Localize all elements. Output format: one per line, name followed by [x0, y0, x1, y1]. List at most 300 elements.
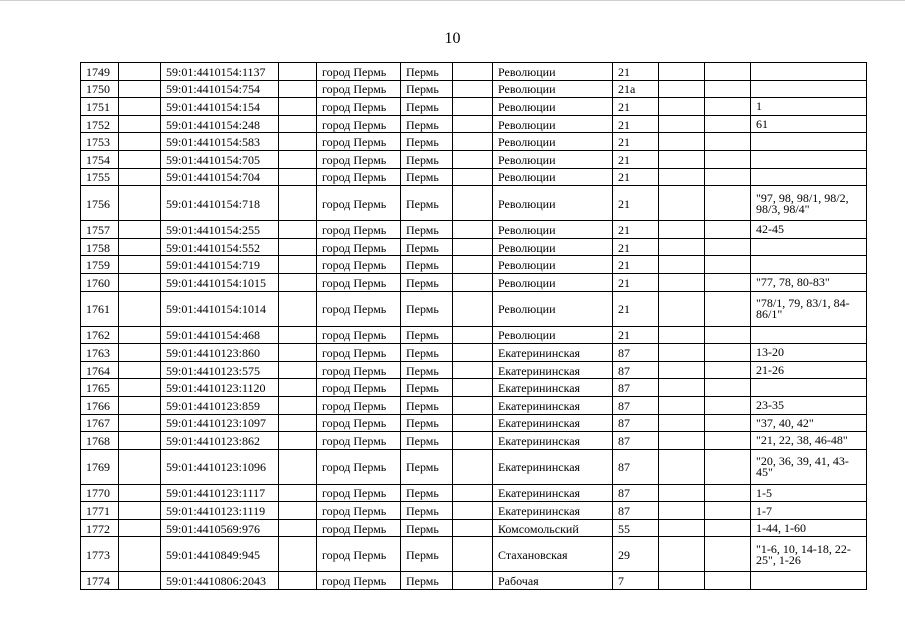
table-row	[81, 256, 867, 274]
apartment-numbers-cell: 21-26	[751, 361, 867, 379]
locality-cell: Пермь	[401, 361, 453, 379]
empty-cell	[705, 379, 751, 397]
empty-cell	[279, 221, 317, 239]
empty-cell	[705, 98, 751, 116]
house-number-cell: 87	[613, 344, 659, 362]
street-cell: Революции	[493, 133, 613, 151]
apartment-numbers-cell: "77, 78, 80-83"	[751, 273, 867, 291]
empty-cell	[659, 519, 705, 537]
street-cell: Революции	[493, 98, 613, 116]
cadastral-number-cell: 59:01:4410154:1014	[161, 291, 279, 326]
empty-cell	[705, 361, 751, 379]
empty-cell	[119, 115, 161, 133]
house-number-cell: 21	[613, 168, 659, 186]
empty-cell	[279, 291, 317, 326]
empty-cell	[279, 150, 317, 168]
empty-cell	[453, 273, 493, 291]
empty-cell	[453, 115, 493, 133]
city-cell: город Пермь	[317, 98, 401, 116]
empty-cell	[659, 396, 705, 414]
empty-cell	[279, 361, 317, 379]
row-number-cell: 1767	[81, 414, 119, 432]
locality-cell: Пермь	[401, 98, 453, 116]
city-cell: город Пермь	[317, 186, 401, 221]
locality-cell: Пермь	[401, 432, 453, 450]
street-cell: Революции	[493, 80, 613, 98]
row-number-cell: 1769	[81, 449, 119, 484]
city-cell: город Пермь	[317, 449, 401, 484]
table-row	[81, 502, 867, 520]
row-number-cell: 1758	[81, 238, 119, 256]
empty-cell	[279, 238, 317, 256]
locality-cell: Пермь	[401, 502, 453, 520]
house-number-cell: 21	[613, 115, 659, 133]
row-number-cell: 1768	[81, 432, 119, 450]
locality-cell: Пермь	[401, 256, 453, 274]
table-row	[81, 537, 867, 572]
cadastral-number-cell: 59:01:4410123:860	[161, 344, 279, 362]
apartment-numbers-cell	[751, 168, 867, 186]
street-cell: Екатерининская	[493, 502, 613, 520]
row-number-cell: 1755	[81, 168, 119, 186]
locality-cell: Пермь	[401, 326, 453, 344]
row-number-cell: 1762	[81, 326, 119, 344]
empty-cell	[705, 396, 751, 414]
empty-cell	[659, 256, 705, 274]
house-number-cell: 21	[613, 150, 659, 168]
empty-cell	[705, 256, 751, 274]
empty-cell	[279, 502, 317, 520]
table-row	[81, 273, 867, 291]
empty-cell	[119, 221, 161, 239]
apartment-numbers-cell: 42-45	[751, 221, 867, 239]
empty-cell	[659, 432, 705, 450]
city-cell: город Пермь	[317, 484, 401, 502]
empty-cell	[453, 537, 493, 572]
empty-cell	[453, 484, 493, 502]
empty-cell	[119, 572, 161, 590]
empty-cell	[453, 133, 493, 151]
city-cell: город Пермь	[317, 326, 401, 344]
cadastral-number-cell: 59:01:4410154:154	[161, 98, 279, 116]
city-cell: город Пермь	[317, 572, 401, 590]
table-row	[81, 344, 867, 362]
locality-cell: Пермь	[401, 133, 453, 151]
apartment-numbers-cell: "1-6, 10, 14-18, 22-25", 1-26	[751, 537, 867, 572]
locality-cell: Пермь	[401, 537, 453, 572]
locality-cell: Пермь	[401, 396, 453, 414]
empty-cell	[659, 572, 705, 590]
empty-cell	[705, 537, 751, 572]
city-cell: город Пермь	[317, 256, 401, 274]
street-cell: Революции	[493, 221, 613, 239]
empty-cell	[119, 133, 161, 151]
city-cell: город Пермь	[317, 150, 401, 168]
table-row	[81, 379, 867, 397]
table-row	[81, 238, 867, 256]
empty-cell	[119, 432, 161, 450]
house-number-cell: 87	[613, 484, 659, 502]
row-number-cell: 1749	[81, 63, 119, 81]
empty-cell	[705, 168, 751, 186]
empty-cell	[279, 572, 317, 590]
cadastral-number-cell: 59:01:4410123:1120	[161, 379, 279, 397]
empty-cell	[279, 396, 317, 414]
empty-cell	[659, 98, 705, 116]
locality-cell: Пермь	[401, 344, 453, 362]
table-row	[81, 572, 867, 590]
table-row	[81, 168, 867, 186]
empty-cell	[659, 80, 705, 98]
house-number-cell: 21	[613, 238, 659, 256]
street-cell: Революции	[493, 256, 613, 274]
city-cell: город Пермь	[317, 291, 401, 326]
table-row	[81, 150, 867, 168]
empty-cell	[705, 326, 751, 344]
house-number-cell: 21	[613, 256, 659, 274]
empty-cell	[279, 80, 317, 98]
empty-cell	[119, 186, 161, 221]
city-cell: город Пермь	[317, 537, 401, 572]
row-number-cell: 1766	[81, 396, 119, 414]
empty-cell	[119, 414, 161, 432]
cadastral-number-cell: 59:01:4410123:1096	[161, 449, 279, 484]
locality-cell: Пермь	[401, 291, 453, 326]
apartment-numbers-cell: "78/1, 79, 83/1, 84-86/1"	[751, 291, 867, 326]
empty-cell	[453, 150, 493, 168]
city-cell: город Пермь	[317, 502, 401, 520]
house-number-cell: 55	[613, 519, 659, 537]
city-cell: город Пермь	[317, 432, 401, 450]
house-number-cell: 21	[613, 291, 659, 326]
empty-cell	[659, 537, 705, 572]
cadastral-number-cell: 59:01:4410123:575	[161, 361, 279, 379]
empty-cell	[705, 221, 751, 239]
city-cell: город Пермь	[317, 519, 401, 537]
table-row	[81, 519, 867, 537]
empty-cell	[119, 344, 161, 362]
cadastral-number-cell: 59:01:4410154:719	[161, 256, 279, 274]
street-cell: Революции	[493, 150, 613, 168]
empty-cell	[453, 168, 493, 186]
street-cell: Революции	[493, 291, 613, 326]
empty-cell	[119, 150, 161, 168]
cadastral-number-cell: 59:01:4410154:704	[161, 168, 279, 186]
apartment-numbers-cell: 1-7	[751, 502, 867, 520]
house-number-cell: 87	[613, 502, 659, 520]
city-cell: город Пермь	[317, 344, 401, 362]
street-cell: Екатерининская	[493, 396, 613, 414]
empty-cell	[119, 326, 161, 344]
cadastral-number-cell: 59:01:4410569:976	[161, 519, 279, 537]
table-row	[81, 291, 867, 326]
empty-cell	[453, 326, 493, 344]
apartment-numbers-cell: "21, 22, 38, 46-48"	[751, 432, 867, 450]
cadastral-number-cell: 59:01:4410849:945	[161, 537, 279, 572]
empty-cell	[659, 502, 705, 520]
row-number-cell: 1770	[81, 484, 119, 502]
city-cell: город Пермь	[317, 168, 401, 186]
table-row	[81, 186, 867, 221]
cadastral-number-cell: 59:01:4410123:1097	[161, 414, 279, 432]
cadastral-number-cell: 59:01:4410806:2043	[161, 572, 279, 590]
row-number-cell: 1756	[81, 186, 119, 221]
street-cell: Революции	[493, 238, 613, 256]
empty-cell	[119, 98, 161, 116]
cadastral-number-cell: 59:01:4410154:248	[161, 115, 279, 133]
row-number-cell: 1752	[81, 115, 119, 133]
empty-cell	[659, 63, 705, 81]
empty-cell	[279, 484, 317, 502]
street-cell: Революции	[493, 273, 613, 291]
house-number-cell: 87	[613, 379, 659, 397]
locality-cell: Пермь	[401, 63, 453, 81]
street-cell: Стахановская	[493, 537, 613, 572]
empty-cell	[279, 519, 317, 537]
empty-cell	[453, 379, 493, 397]
row-number-cell: 1757	[81, 221, 119, 239]
house-number-cell: 7	[613, 572, 659, 590]
empty-cell	[279, 449, 317, 484]
empty-cell	[659, 414, 705, 432]
empty-cell	[659, 168, 705, 186]
row-number-cell: 1771	[81, 502, 119, 520]
city-cell: город Пермь	[317, 396, 401, 414]
empty-cell	[453, 396, 493, 414]
empty-cell	[279, 256, 317, 274]
empty-cell	[453, 414, 493, 432]
street-cell: Екатерининская	[493, 484, 613, 502]
cadastral-number-cell: 59:01:4410123:1119	[161, 502, 279, 520]
empty-cell	[279, 186, 317, 221]
apartment-numbers-cell	[751, 238, 867, 256]
empty-cell	[119, 502, 161, 520]
city-cell: город Пермь	[317, 221, 401, 239]
empty-cell	[119, 449, 161, 484]
cadastral-number-cell: 59:01:4410154:255	[161, 221, 279, 239]
city-cell: город Пермь	[317, 414, 401, 432]
apartment-numbers-cell: 23-35	[751, 396, 867, 414]
empty-cell	[705, 291, 751, 326]
cadastral-number-cell: 59:01:4410123:1117	[161, 484, 279, 502]
house-number-cell: 21	[613, 98, 659, 116]
empty-cell	[279, 63, 317, 81]
empty-cell	[705, 238, 751, 256]
apartment-numbers-cell: "37, 40, 42"	[751, 414, 867, 432]
apartment-numbers-cell	[751, 326, 867, 344]
street-cell: Екатерининская	[493, 379, 613, 397]
empty-cell	[659, 344, 705, 362]
empty-cell	[659, 150, 705, 168]
scan-top-edge	[0, 0, 905, 3]
registry-table	[80, 62, 867, 590]
locality-cell: Пермь	[401, 414, 453, 432]
empty-cell	[659, 221, 705, 239]
locality-cell: Пермь	[401, 115, 453, 133]
street-cell: Екатерининская	[493, 449, 613, 484]
empty-cell	[659, 115, 705, 133]
apartment-numbers-cell	[751, 80, 867, 98]
locality-cell: Пермь	[401, 484, 453, 502]
empty-cell	[119, 361, 161, 379]
city-cell: город Пермь	[317, 133, 401, 151]
street-cell: Революции	[493, 186, 613, 221]
row-number-cell: 1750	[81, 80, 119, 98]
empty-cell	[659, 291, 705, 326]
table-row	[81, 80, 867, 98]
locality-cell: Пермь	[401, 168, 453, 186]
cadastral-number-cell: 59:01:4410154:468	[161, 326, 279, 344]
empty-cell	[659, 449, 705, 484]
empty-cell	[453, 80, 493, 98]
row-number-cell: 1761	[81, 291, 119, 326]
empty-cell	[453, 98, 493, 116]
row-number-cell: 1760	[81, 273, 119, 291]
empty-cell	[659, 186, 705, 221]
empty-cell	[705, 502, 751, 520]
empty-cell	[453, 361, 493, 379]
empty-cell	[705, 432, 751, 450]
street-cell: Екатерининская	[493, 414, 613, 432]
table-row	[81, 449, 867, 484]
locality-cell: Пермь	[401, 273, 453, 291]
house-number-cell: 87	[613, 396, 659, 414]
cadastral-number-cell: 59:01:4410123:862	[161, 432, 279, 450]
apartment-numbers-cell: "20, 36, 39, 41, 43-45"	[751, 449, 867, 484]
city-cell: город Пермь	[317, 361, 401, 379]
empty-cell	[659, 273, 705, 291]
street-cell: Комсомольский	[493, 519, 613, 537]
empty-cell	[453, 344, 493, 362]
empty-cell	[705, 186, 751, 221]
empty-cell	[279, 537, 317, 572]
locality-cell: Пермь	[401, 449, 453, 484]
locality-cell: Пермь	[401, 238, 453, 256]
house-number-cell: 21	[613, 221, 659, 239]
empty-cell	[279, 326, 317, 344]
empty-cell	[119, 484, 161, 502]
locality-cell: Пермь	[401, 519, 453, 537]
locality-cell: Пермь	[401, 221, 453, 239]
table-row	[81, 221, 867, 239]
empty-cell	[119, 291, 161, 326]
apartment-numbers-cell: "97, 98, 98/1, 98/2, 98/3, 98/4"	[751, 186, 867, 221]
empty-cell	[705, 344, 751, 362]
empty-cell	[705, 80, 751, 98]
empty-cell	[659, 379, 705, 397]
street-cell: Революции	[493, 115, 613, 133]
table-row	[81, 361, 867, 379]
city-cell: город Пермь	[317, 63, 401, 81]
street-cell: Екатерининская	[493, 344, 613, 362]
locality-cell: Пермь	[401, 80, 453, 98]
empty-cell	[279, 115, 317, 133]
city-cell: город Пермь	[317, 379, 401, 397]
row-number-cell: 1774	[81, 572, 119, 590]
empty-cell	[453, 63, 493, 81]
apartment-numbers-cell: 61	[751, 115, 867, 133]
page-number: 10	[444, 30, 461, 47]
apartment-numbers-cell: 13-20	[751, 344, 867, 362]
apartment-numbers-cell	[751, 63, 867, 81]
apartment-numbers-cell: 1-44, 1-60	[751, 519, 867, 537]
empty-cell	[453, 221, 493, 239]
row-number-cell: 1763	[81, 344, 119, 362]
empty-cell	[119, 80, 161, 98]
empty-cell	[705, 572, 751, 590]
table-row	[81, 432, 867, 450]
empty-cell	[659, 361, 705, 379]
empty-cell	[119, 256, 161, 274]
table-row	[81, 98, 867, 116]
empty-cell	[453, 186, 493, 221]
row-number-cell: 1753	[81, 133, 119, 151]
empty-cell	[279, 98, 317, 116]
house-number-cell: 21	[613, 63, 659, 81]
house-number-cell: 87	[613, 361, 659, 379]
empty-cell	[705, 133, 751, 151]
empty-cell	[453, 502, 493, 520]
empty-cell	[453, 449, 493, 484]
cadastral-number-cell: 59:01:4410154:718	[161, 186, 279, 221]
city-cell: город Пермь	[317, 238, 401, 256]
table-row	[81, 133, 867, 151]
row-number-cell: 1773	[81, 537, 119, 572]
empty-cell	[279, 379, 317, 397]
street-cell: Революции	[493, 326, 613, 344]
empty-cell	[279, 344, 317, 362]
row-number-cell: 1772	[81, 519, 119, 537]
table-row	[81, 414, 867, 432]
empty-cell	[453, 256, 493, 274]
apartment-numbers-cell	[751, 572, 867, 590]
city-cell: город Пермь	[317, 115, 401, 133]
empty-cell	[119, 63, 161, 81]
empty-cell	[279, 133, 317, 151]
table-row	[81, 326, 867, 344]
empty-cell	[705, 484, 751, 502]
cadastral-number-cell: 59:01:4410154:1015	[161, 273, 279, 291]
apartment-numbers-cell	[751, 150, 867, 168]
empty-cell	[705, 150, 751, 168]
empty-cell	[705, 414, 751, 432]
house-number-cell: 21	[613, 133, 659, 151]
apartment-numbers-cell	[751, 379, 867, 397]
cadastral-number-cell: 59:01:4410154:583	[161, 133, 279, 151]
house-number-cell: 21	[613, 326, 659, 344]
house-number-cell: 87	[613, 432, 659, 450]
table-row	[81, 484, 867, 502]
street-cell: Революции	[493, 168, 613, 186]
row-number-cell: 1751	[81, 98, 119, 116]
row-number-cell: 1765	[81, 379, 119, 397]
empty-cell	[705, 273, 751, 291]
cadastral-number-cell: 59:01:4410154:1137	[161, 63, 279, 81]
registry-body	[81, 63, 867, 590]
row-number-cell: 1759	[81, 256, 119, 274]
cadastral-number-cell: 59:01:4410123:859	[161, 396, 279, 414]
table-row	[81, 396, 867, 414]
empty-cell	[279, 414, 317, 432]
cadastral-number-cell: 59:01:4410154:754	[161, 80, 279, 98]
empty-cell	[705, 519, 751, 537]
apartment-numbers-cell	[751, 256, 867, 274]
apartment-numbers-cell	[751, 133, 867, 151]
locality-cell: Пермь	[401, 379, 453, 397]
locality-cell: Пермь	[401, 186, 453, 221]
empty-cell	[119, 168, 161, 186]
empty-cell	[659, 133, 705, 151]
